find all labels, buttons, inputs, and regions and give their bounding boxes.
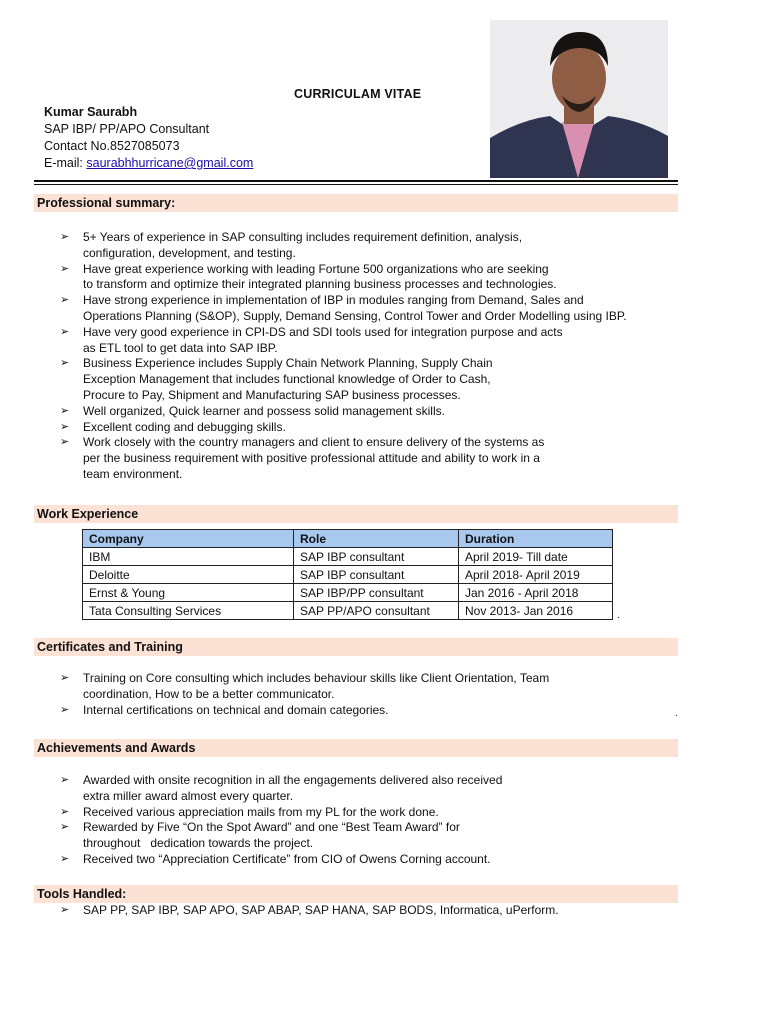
header-divider-thin [34,184,678,185]
arrow-bullet-icon: ➢ [60,672,70,684]
cell-company: Deloitte [83,566,294,584]
cell-duration: April 2018- April 2019 [459,566,613,584]
header-divider [34,180,678,182]
portrait-image [490,20,668,178]
arrow-bullet-icon: ➢ [60,703,70,716]
list-item: ➢ Internal certifications on technical and domain categories. [60,702,389,717]
list-item: ➢ Have very good experience in CPI-DS and SDI tools used for integration purpose and acts as ETL tool to get data into SAP IBP. [60,324,563,355]
section-certificates: Certificates and Training [34,638,678,656]
arrow-bullet-icon: ➢ [60,420,70,433]
arrow-bullet-icon: ➢ [60,774,70,786]
summary-list [60,230,678,483]
arrow-bullet-icon: ➢ [60,904,70,916]
arrow-bullet-icon: ➢ [60,404,70,417]
candidate-role: SAP IBP/ PP/APO Consultant [44,122,210,136]
arrow-bullet-icon: ➢ [60,805,70,818]
table-row [83,548,613,566]
cell-company: Tata Consulting Services [83,602,294,620]
cell-company: Ernst & Young [83,584,294,602]
arrow-bullet-icon: ➢ [60,325,70,338]
cell-duration: Nov 2013- Jan 2016 [459,602,613,620]
contact-number: Contact No.8527085073 [44,139,180,153]
list-item: ➢ Have strong experience in implementation of IBP in modules ranging from Demand, Sales and Operations Planning (S&OP), Supply, Demand Sensing, Control Tower and Order Modelling using IBP. [60,293,627,323]
section-tools: Tools Handled: [34,885,678,903]
list-item: ➢ SAP PP, SAP IBP, SAP APO, SAP ABAP, SAP HANA, SAP BODS, Informatica, uPerform. [60,903,559,917]
cell-role: SAP IBP consultant [294,566,459,584]
cell-role: SAP IBP consultant [294,548,459,566]
arrow-bullet-icon: ➢ [60,436,70,449]
list-item: ➢ Well organized, Quick learner and possess solid management skills. [60,403,445,418]
column-header-role: Role [294,530,459,548]
candidate-name: Kumar Saurabh [44,105,138,119]
list-item: ➢ Rewarded by Five “On the Spot Award” and one “Best Team Award” for throughout dedication towards the project. [60,820,460,851]
achievements-list [60,773,678,868]
section-work-experience: Work Experience [34,505,678,523]
table-header-row [83,530,613,548]
certificates-list [60,671,678,718]
tools-list [60,903,678,919]
cell-role: SAP PP/APO consultant [294,602,459,620]
arrow-bullet-icon: ➢ [60,231,70,243]
stray-mark: . [617,610,620,621]
list-item: ➢ Training on Core consulting which includes behaviour skills like Client Orientation, Team coordination, How to be a better communicator. [60,671,550,701]
list-item: ➢ Have great experience working with leading Fortune 500 organizations who are seeking to transform and optimize their integrated planning business processes and technologies. [60,261,557,292]
list-item: ➢ Work closely with the country managers and client to ensure delivery of the systems as per the business requirement with positive professional attitude and ability to work in a team environment. [60,435,545,481]
table-row [83,602,613,620]
email-line [44,155,253,172]
section-achievements: Achievements and Awards [34,739,678,757]
column-header-company: Company [83,530,294,548]
contact-block [44,104,253,172]
column-header-duration: Duration [459,530,613,548]
arrow-bullet-icon: ➢ [60,294,70,307]
arrow-bullet-icon: ➢ [60,262,70,275]
profile-photo [490,20,668,178]
email-label: E-mail: [44,156,87,170]
section-professional-summary: Professional summary: [34,194,678,212]
work-experience-table [82,529,613,620]
cell-duration: April 2019- Till date [459,548,613,566]
list-item: ➢ Received two “Appreciation Certificate” from CIO of Owens Corning account. [60,851,491,866]
stray-mark: . [675,708,678,719]
cell-role: SAP IBP/PP consultant [294,584,459,602]
document-title: CURRICULAM VITAE [294,87,422,101]
list-item: ➢ Received various appreciation mails from my PL for the work done. [60,804,439,819]
list-item: ➢ 5+ Years of experience in SAP consulting includes requirement definition, analysis, configuration, development, and testing. [60,230,523,260]
list-item: ➢ Business Experience includes Supply Chain Network Planning, Supply Chain Exception Management that includes functional knowledge of Order to Cash, Procure to Pay, Shipment and Manufacturing SAP business processes. [60,356,493,402]
cell-duration: Jan 2016 - April 2018 [459,584,613,602]
cell-company: IBM [83,548,294,566]
arrow-bullet-icon: ➢ [60,357,70,370]
table-row [83,566,613,584]
list-item: ➢ Awarded with onsite recognition in all the engagements delivered also received extra miller award almost every quarter. [60,773,503,803]
list-item: ➢ Excellent coding and debugging skills. [60,419,286,434]
arrow-bullet-icon: ➢ [60,852,70,865]
table-row [83,584,613,602]
arrow-bullet-icon: ➢ [60,821,70,834]
email-link[interactable]: saurabhhurricane@gmail.com [86,156,254,170]
